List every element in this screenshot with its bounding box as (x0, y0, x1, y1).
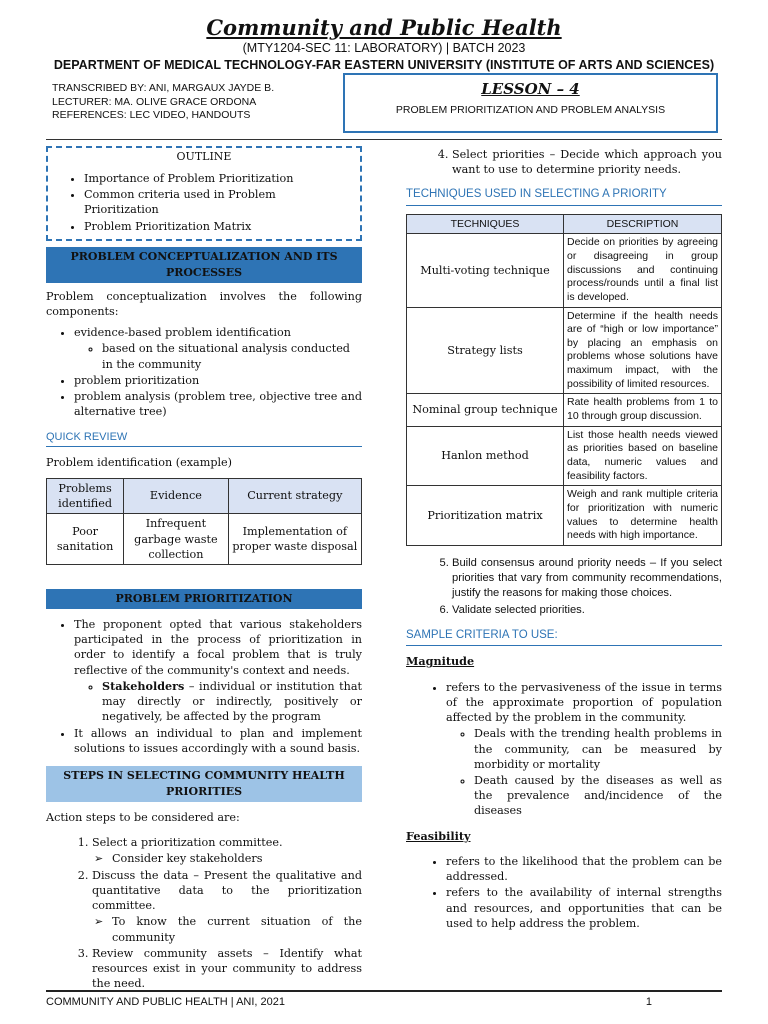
table-row (47, 514, 362, 565)
list-item: • problem analysis (problem tree, objective tree and alternative tree) (74, 389, 362, 419)
step-item: 3. Review community assets – Identify what resources exist in your community to address the need. (92, 946, 362, 992)
table-header: Problems identified (47, 478, 124, 513)
criteria-heading: SAMPLE CRITERIA TO USE: (406, 628, 722, 647)
technique-name: Hanlon method (407, 426, 564, 486)
step-item: 4. Select priorities – Decide which approach you want to use to determine priority needs. (452, 147, 722, 177)
step-subitem: ➢ To know the current situation of the community (112, 914, 362, 944)
list-item: • The proponent opted that various stakeholders participated in the process of prioritization in order to identify a focal problem that is truly reflective of the community's context and needs. ◦ Stakeholders – individual or institution that may directly or indirectly, positively or negatively, be affected by the program (74, 617, 362, 725)
table-cell: Implementation of proper waste disposal (228, 514, 361, 565)
list-item: ◦ based on the situational analysis conducted in the community (102, 341, 362, 371)
left-column (46, 146, 362, 993)
outline-item: • Problem Prioritization Matrix (84, 219, 352, 234)
table-cell: Infrequent garbage waste collection (124, 514, 228, 565)
table-row (407, 394, 722, 426)
list-item: • problem prioritization (74, 373, 362, 388)
table-row (407, 486, 722, 546)
document-title: Community and Public Health (206, 15, 562, 40)
magnitude-heading: Magnitude (406, 654, 475, 669)
techniques-heading: TECHNIQUES USED IN SELECTING A PRIORITY (406, 187, 722, 206)
list-item: • refers to the likelihood that the problem can be addressed. (446, 854, 722, 884)
table-header: DESCRIPTION (564, 215, 722, 234)
problem-identification-table (46, 478, 362, 565)
technique-name: Nominal group technique (407, 394, 564, 426)
step-item: 5. Build consensus around priority needs – If you select priorities that vary from community recommendations, justify the reasons for making those choices. (452, 556, 722, 602)
technique-description: Decide on priorities by agreeing or disagreeing in group discussions and continuing process/rounds until a final list is developed. (564, 234, 722, 307)
page-number: 1 (645, 996, 652, 1008)
header-divider (46, 139, 722, 140)
course-line: (MTY1204-SEC 11: LABORATORY) | BATCH 2023 (242, 41, 526, 55)
table-caption: Problem identification (example) (46, 455, 233, 469)
feasibility-heading: Feasibility (406, 828, 471, 843)
technique-description: Weigh and rank multiple criteria for prioritization with numeric values to determine health needs with high importance. (564, 486, 722, 546)
step-item: 2. Discuss the data – Present the qualitative and quantitative data to the prioritization committee. ➢ To know the current situation of the community (92, 868, 362, 945)
lecturer: LECTURER: MA. OLIVE GRACE ORDONA (52, 95, 257, 108)
list-item: ◦ Deals with the trending health problems in the community, can be measured by morbidity or mortality (474, 726, 722, 772)
technique-name: Multi-voting technique (407, 234, 564, 307)
table-row (407, 307, 722, 394)
list-item: ◦ Stakeholders – individual or institution that may directly or indirectly, positively or negatively, be affected by the program (102, 679, 362, 725)
technique-description: List those health needs viewed as priorities based on baseline data, numeric values and feasibility factors. (564, 426, 722, 486)
list-item: • evidence-based problem identification ◦ based on the situational analysis conducted in the community (74, 325, 362, 372)
outline-box (46, 146, 362, 241)
page-footer (46, 990, 722, 1010)
lesson-title: PROBLEM PRIORITIZATION AND PROBLEM ANALYSIS (395, 104, 666, 117)
table-header: Evidence (124, 478, 228, 513)
references: REFERENCES: LEC VIDEO, HANDOUTS (52, 109, 251, 122)
section-heading-steps: STEPS IN SELECTING COMMUNITY HEALTH PRIORITIES (46, 766, 362, 802)
steps-intro: Action steps to be considered are: (46, 810, 240, 824)
outline-item: • Importance of Problem Prioritization (84, 171, 352, 186)
table-row (407, 426, 722, 486)
techniques-table (406, 214, 722, 546)
lesson-box (343, 73, 718, 133)
conceptualization-intro: Problem conceptualization involves the following components: (46, 289, 362, 318)
technique-description: Determine if the health needs are of “high or low importance” by placing an emphasis on problems whose solutions have maximum impact, with the possibility of limited resources. (564, 307, 722, 394)
table-header: Current strategy (228, 478, 361, 513)
transcription-info (52, 82, 274, 123)
quick-review-heading: QUICK REVIEW (46, 430, 362, 447)
list-item: • refers to the pervasiveness of the issue in terms of the approximate proportion of population affected by the problem in the community. ◦ Deals with the trending health problems in the community, can be measured by morbidity or mortality ◦ Death caused by the diseases as well as the prevalence and/incidence of the diseases (446, 680, 722, 819)
technique-name: Prioritization matrix (407, 486, 564, 546)
technique-description: Rate health problems from 1 to 10 through group discussion. (564, 394, 722, 426)
section-heading-prioritization: PROBLEM PRIORITIZATION (46, 589, 362, 609)
list-item: • It allows an individual to plan and implement solutions to issues accordingly with a sound basis. (74, 726, 362, 756)
list-item: • refers to the availability of internal strengths and resources, and opportunities that can be used to help address the problem. (446, 885, 722, 931)
technique-name: Strategy lists (407, 307, 564, 394)
step-item: 1. Select a prioritization committee. ➢ Consider key stakeholders (92, 835, 362, 866)
step-item: 6. Validate selected priorities. (452, 603, 722, 618)
lesson-number: LESSON – 4 (481, 80, 580, 98)
list-item: ◦ Death caused by the diseases as well as the prevalence and/incidence of the diseases (474, 773, 722, 819)
table-header: TECHNIQUES (407, 215, 564, 234)
outline-title: OUTLINE (176, 150, 232, 163)
department-line: DEPARTMENT OF MEDICAL TECHNOLOGY-FAR EASTERN UNIVERSITY (INSTITUTE OF ARTS AND SCIENCES) (53, 58, 715, 72)
table-cell: Poor sanitation (47, 514, 124, 565)
stakeholders-term: Stakeholders (102, 678, 185, 693)
outline-item: • Common criteria used in Problem Prioritization (84, 187, 352, 217)
right-column (406, 146, 722, 932)
table-row (407, 234, 722, 307)
transcribed-by: TRANSCRIBED BY: ANI, MARGAUX JAYDE B. (52, 82, 275, 94)
step-subitem: ➢ Consider key stakeholders (112, 851, 362, 866)
footer-text: COMMUNITY AND PUBLIC HEALTH | ANI, 2021 (46, 996, 286, 1008)
section-heading-conceptualization: PROBLEM CONCEPTUALIZATION AND ITS PROCESSES (46, 247, 362, 283)
